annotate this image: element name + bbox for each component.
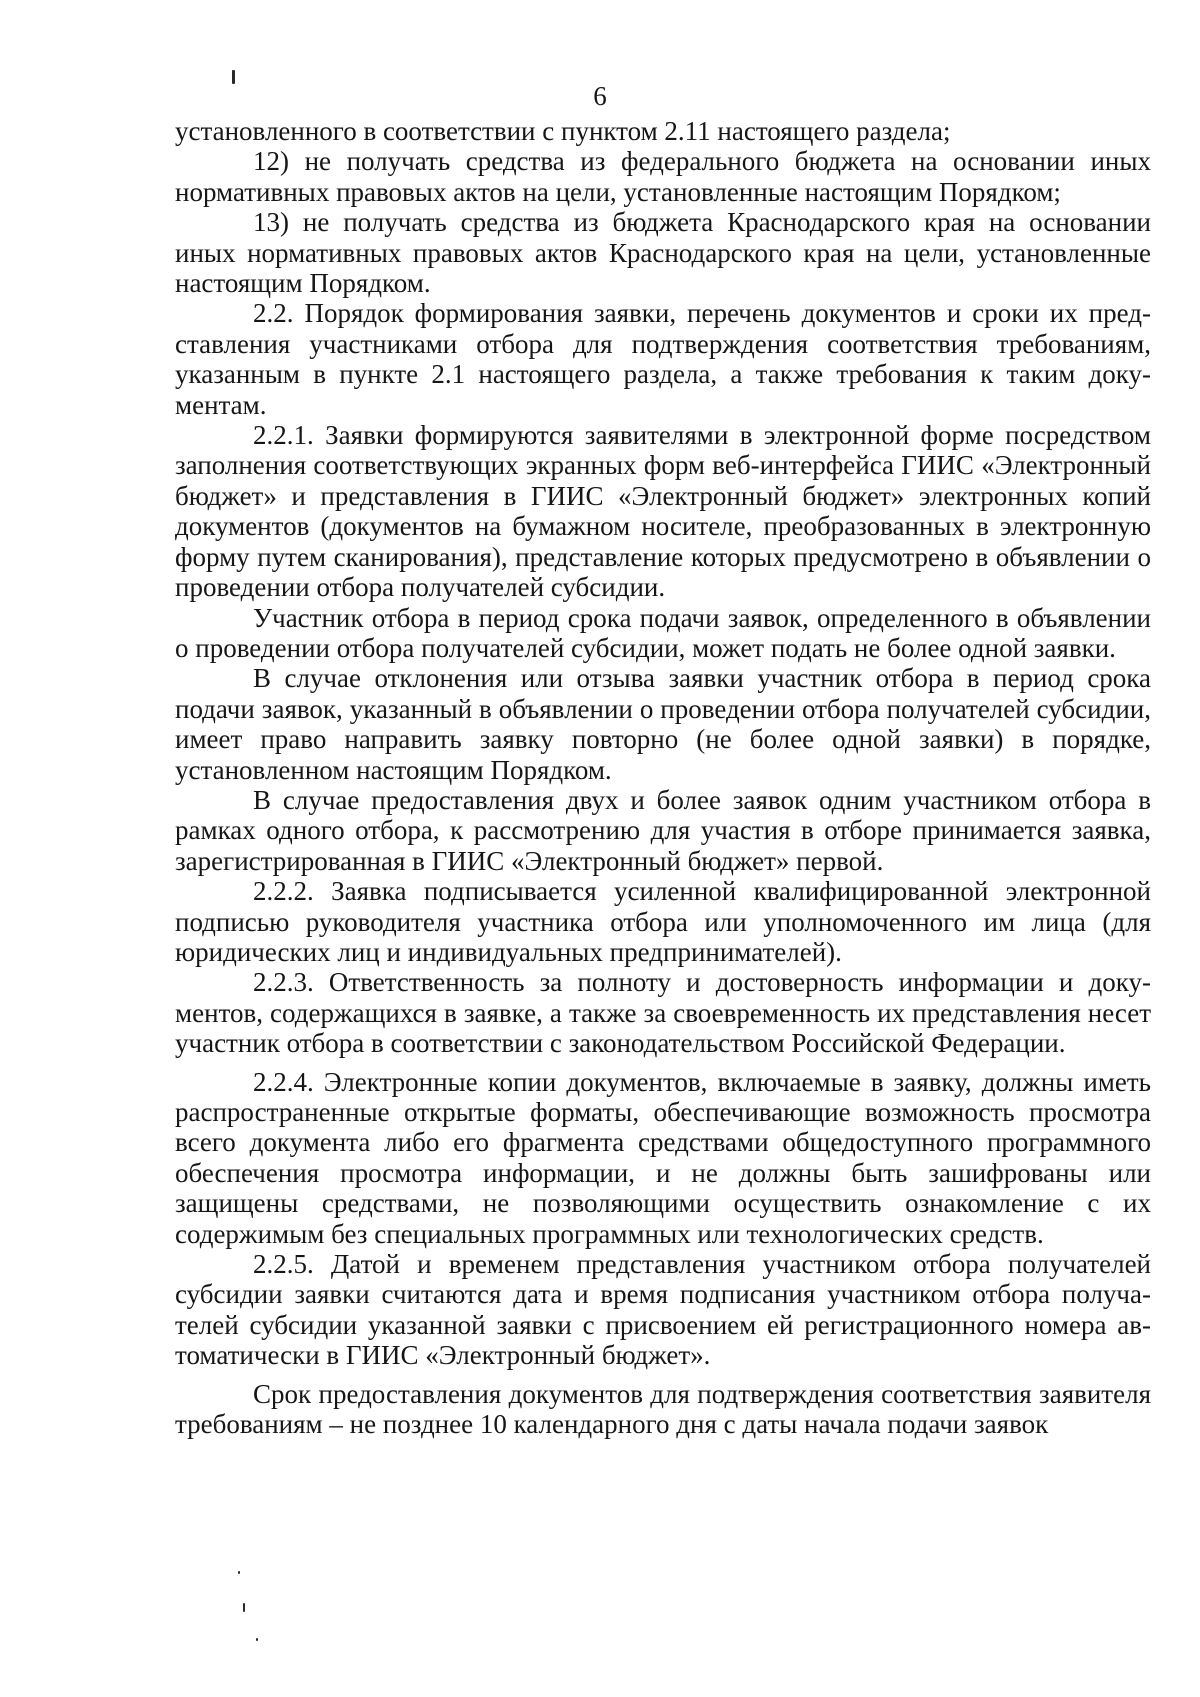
paragraph-item-13: 13) не получать средства из бюджета Краснодарского края на основании иных нормативных правовых актов Краснодарского края на цели, установленные настоящим Порядком. — [175, 207, 1151, 299]
paragraph-section-2-2-4: 2.2.4. Электронные копии документов, включаемые в заявку, должны иметь распространенные открытые форматы, обеспечивающие возможность просмотра всего документа либо его фрагмента средствами общедоступного программного обеспечения просмотра информации, и не должны быть зашифрованы или защищены средствами, не позволяющими осуществить ознакомление с их содержимым без специальных программных или технологических средств. — [175, 1066, 1151, 1249]
paragraph-item-12: 12) не получать средства из федерального бюджета на основании иных нормативных правовых актов на цели, установленные настоящим Порядком; — [175, 146, 1151, 207]
paragraph-section-2-2-1: 2.2.1. Заявки формируются заявителями в электронной форме посредством заполнения соответствующих экранных форм веб-интерфейса ГИИС «Электронный бюджет» и представления в ГИИС «Электронный бюджет» электронных копий документов (документов на бумажном носителе, преобразованных в электронную форму путем сканирования), представление которых предусмотрено в объявлении о проведении отбора получателей субсидии. — [175, 420, 1151, 603]
page-number: 6 — [593, 81, 607, 111]
paragraph-continuation: установленного в соответствии с пунктом 2.11 настоящего раздела; — [175, 116, 951, 146]
paragraph-one-application: Участник отбора в период срока подачи заявок, определенного в объявлении о проведении отбора получателей субсидии, может подать не более одной заявки. — [175, 602, 1151, 663]
document-body — [175, 116, 1151, 1439]
scan-artifact — [256, 1638, 258, 1641]
paragraph-section-2-2-3: 2.2.3. Ответственность за полноту и достоверность информации и документов, содержащихся в заявке, а также за своевременность их представления несет участник отбора в соответствии с законодательством Российской Федерации. — [175, 967, 1151, 1059]
scan-artifact — [238, 1571, 240, 1574]
paragraph-deadline: Срок предоставления документов для подтверждения соответствия заявителя требованиям – не позднее 10 календарного дня с даты начала подачи заявок — [175, 1378, 1151, 1440]
scan-artifact — [243, 1603, 245, 1612]
paragraph-multiple-applications: В случае предоставления двух и более заявок одним участником отбора в рамках одного отбора, к рассмотрению для участия в отборе принимается заявка, зарегистрированная в ГИИС «Электронный бюджет» первой. — [175, 784, 1151, 876]
paragraph-section-2-2-2: 2.2.2. Заявка подписывается усиленной квалифицированной электронной подписью руководителя участника отбора или уполномоченного им лица (для юридических лиц и индивидуальных предпринимателей). — [175, 876, 1151, 967]
paragraph-section-2-2-5: 2.2.5. Датой и временем представления участником отбора получателей субсидии заявки считаются дата и время подписания участником отбора получателей субсидии указанной заявки с присвоением ей регистрационного номера автоматически в ГИИС «Электронный бюджет». — [175, 1249, 1151, 1371]
paragraph-rejection: В случае отклонения или отзыва заявки участник отбора в период срока подачи заявок, указанный в объявлении о проведении отбора получателей субсидии, имеет право направить заявку повторно (не более одной заявки) в порядке, установленном настоящим Порядком. — [175, 663, 1151, 785]
paragraph-section-2-2: 2.2. Порядок формирования заявки, перечень документов и сроки их представления участниками отбора для подтверждения соответствия требованиям, указанным в пункте 2.1 настоящего раздела, а также требования к таким документам. — [175, 298, 1151, 420]
